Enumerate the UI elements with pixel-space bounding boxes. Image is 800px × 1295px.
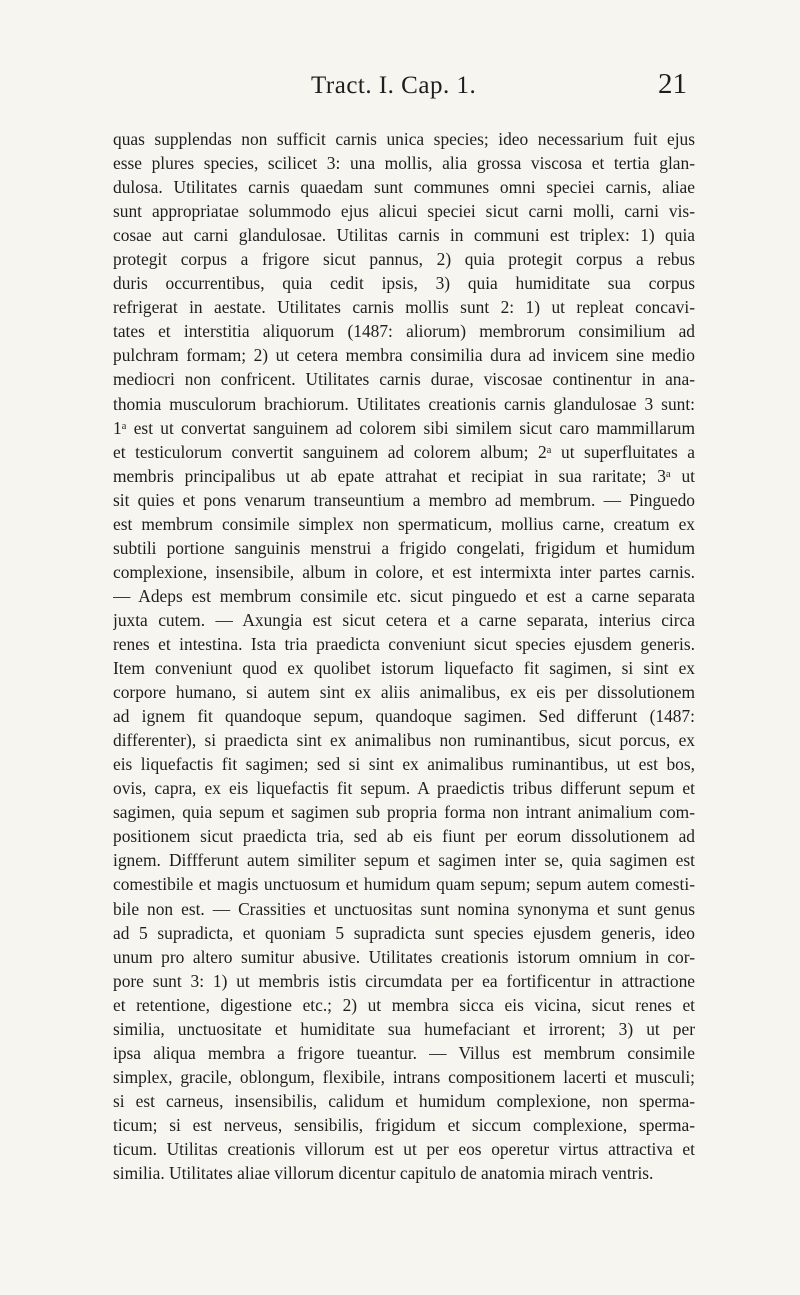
- text-line: similia, unctuositate et humiditate sua humefaciant et irrorent; 3) ut per: [113, 1018, 695, 1039]
- text-line: sunt appropriatae solummodo ejus alicui speciei sicut carni molli, carni vis-: [113, 201, 695, 222]
- text-line: Item conveniunt quod ex quolibet istorum liquefacto fit sagimen, si sint ex: [113, 658, 695, 679]
- text-line: ignem. Diffferunt autem similiter sepum et sagimen inter se, quia sagimen est: [113, 850, 695, 871]
- text-line: cosae aut carni glandulosae. Utilitas carnis in communi est triplex: 1) quia: [113, 225, 695, 246]
- text-line: 1ᵃ est ut convertat sanguinem ad colorem sibi similem sicut caro mammillarum: [113, 417, 695, 438]
- text-line: complexione, insensibile, album in colore, et est intermixta inter partes carnis.: [113, 561, 695, 582]
- text-line: sit quies et pons venarum transeuntium a membro ad membrum. — Pinguedo: [113, 489, 695, 510]
- running-title: Tract. I. Cap. 1.: [311, 72, 477, 99]
- text-line: renes et intestina. Ista tria praedicta conveniunt sicut species ejusdem generis.: [113, 633, 695, 654]
- text-line: corpore humano, si autem sint ex aliis animalibus, ex eis per dissolutionem: [113, 682, 695, 703]
- page-number: 21: [658, 68, 687, 100]
- text-line: membris principalibus ut ab epate attrahat et recipiat in sua raritate; 3ᵃ ut: [113, 465, 695, 486]
- text-line: ipsa aliqua membra a frigore tueantur. — Villus est membrum consimile: [113, 1042, 695, 1063]
- text-line: pore sunt 3: 1) ut membris istis circumdata per ea fortificentur in attractione: [113, 970, 695, 991]
- body-text: [113, 127, 695, 1185]
- text-line: quas supplendas non sufficit carnis unica species; ideo necessarium fuit ejus: [113, 129, 695, 149]
- text-line: ad 5 supradicta, et quoniam 5 supradicta sunt species ejusdem generis, ideo: [113, 922, 695, 943]
- text-line: positionem sicut praedicta tria, sed ab eis fiunt per eorum dissolutionem ad: [113, 826, 695, 847]
- text-line: tates et interstitia aliquorum (1487: aliorum) membrorum consimilium ad: [113, 321, 695, 342]
- text-line: — Adeps est membrum consimile etc. sicut pinguedo et est a carne separata: [113, 585, 695, 606]
- text-line: et testiculorum convertit sanguinem ad colorem album; 2ᵃ ut superfluitates a: [113, 441, 695, 462]
- running-header: [0, 68, 800, 112]
- text-line: ticum; si est nerveus, sensibilis, frigidum et siccum complexione, sperma-: [113, 1114, 695, 1135]
- text-line: mediocri non confricent. Utilitates carnis durae, viscosae continentur in ana-: [113, 369, 695, 390]
- text-line: subtili portione sanguinis menstrui a frigido congelati, frigidum et humidum: [113, 537, 695, 558]
- text-line: duris occurrentibus, quia cedit ipsis, 3) quia humiditate sua corpus: [113, 273, 695, 294]
- text-line: juxta cutem. — Axungia est sicut cetera et a carne separata, interius circa: [113, 609, 695, 630]
- text-line: comestibile et magis unctuosum et humidum quam sepum; sepum autem comesti-: [113, 874, 695, 895]
- text-line: unum pro altero sumitur abusive. Utilitates creationis istorum omnium in cor-: [113, 946, 695, 967]
- text-line: ticum. Utilitas creationis villorum est ut per eos operetur virtus attractiva et: [113, 1138, 695, 1159]
- text-line: est membrum consimile simplex non spermaticum, mollius carne, creatum ex: [113, 513, 695, 534]
- text-line: et retentione, digestione etc.; 2) ut membra sicca eis vicina, sicut renes et: [113, 994, 695, 1015]
- text-line: ad ignem fit quandoque sepum, quandoque sagimen. Sed differunt (1487:: [113, 706, 695, 727]
- text-line: sagimen, quia sepum et sagimen sub propria forma non intrant animalium com-: [113, 802, 695, 823]
- text-line: differenter), si praedicta sint ex animalibus non ruminantibus, sicut porcus, ex: [113, 730, 695, 751]
- text-line: bile non est. — Crassities et unctuositas sunt nomina synonyma et sunt genus: [113, 898, 695, 919]
- text-line: refrigerat in aestate. Utilitates carnis mollis sunt 2: 1) ut repleat concavi-: [113, 297, 695, 318]
- text-line: protegit corpus a frigore sicut pannus, 2) quia protegit corpus a rebus: [113, 249, 695, 270]
- text-line: pulchram formam; 2) ut cetera membra consimilia dura ad invicem sine medio: [113, 345, 695, 366]
- text-line: esse plures species, scilicet 3: una mollis, alia grossa viscosa et tertia glan-: [113, 153, 695, 174]
- text-line: eis liquefactis fit sagimen; sed si sint ex animalibus ruminantibus, ut est bos,: [113, 754, 695, 775]
- text-line: si est carneus, insensibilis, calidum et humidum complexione, non sperma-: [113, 1090, 695, 1111]
- text-line: dulosa. Utilitates carnis quaedam sunt communes omni speciei carnis, aliae: [113, 177, 695, 198]
- text-line: ovis, capra, ex eis liquefactis fit sepum. A praedictis tribus differunt sepum et: [113, 778, 695, 799]
- text-line: similia. Utilitates aliae villorum dicentur capitulo de anatomia mirach ventris.: [113, 1163, 654, 1184]
- text-line: thomia musculorum brachiorum. Utilitates creationis carnis glandulosae 3 sunt:: [113, 393, 695, 414]
- text-line: simplex, gracile, oblongum, flexibile, intrans compositionem lacerti et musculi;: [113, 1066, 695, 1087]
